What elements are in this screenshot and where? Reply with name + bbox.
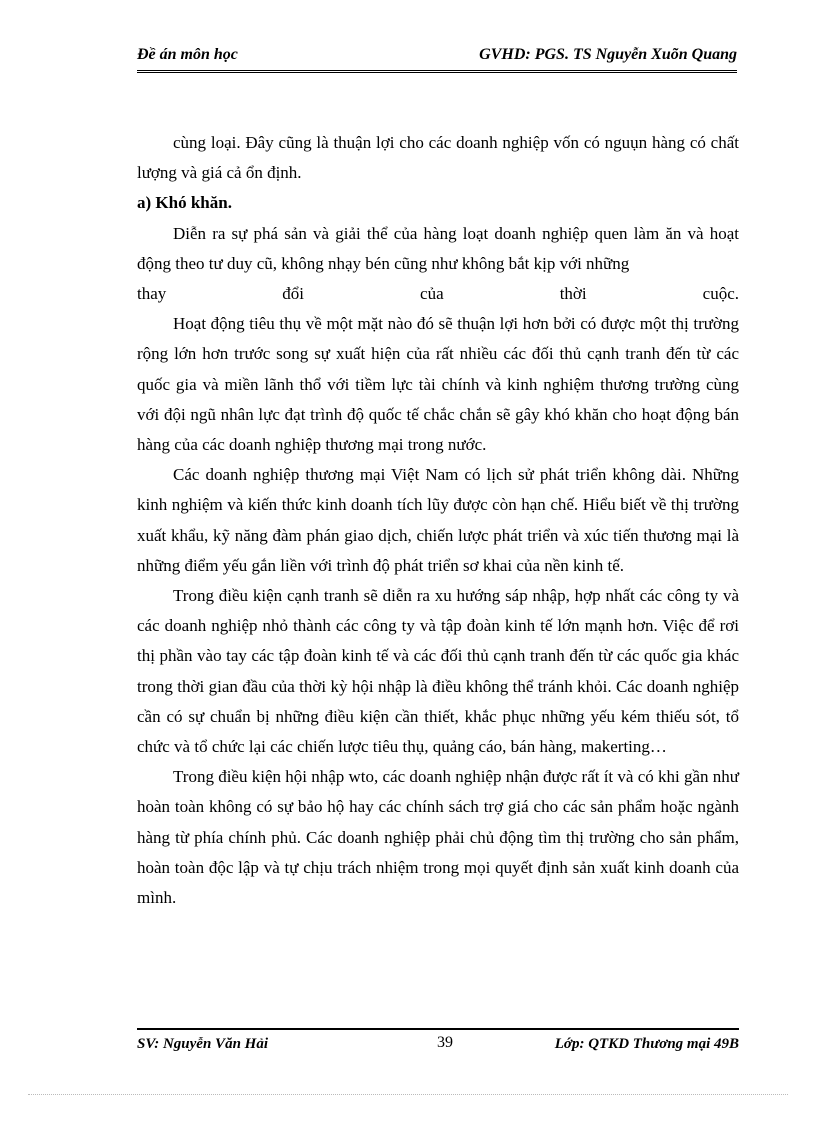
- header-course-title: Đề án môn học: [137, 46, 238, 63]
- paragraph-2-last-line: thay đổi của thời cuộc.: [137, 284, 739, 304]
- page-footer: [137, 1034, 739, 1058]
- paragraph-2: [137, 219, 739, 279]
- paragraph-6: Trong điều kiện hội nhập wto, các doanh nghiệp nhận được rất ít và có khi gần như hoàn toàn không có sự bảo hộ hay các chính sách trợ giá cho các sản phẩm hoặc ngành hàng từ phía chính phủ. Các doanh nghiệp phải chủ động tìm thị trường cho sản phẩm, hoàn toàn độc lập và tự chịu trách nhiệm trong mọi quyết định sản xuất kinh doanh của mình.: [137, 767, 739, 908]
- footer-class: Lớp: QTKD Thương mại 49B: [554, 1036, 739, 1052]
- paragraph-4: Các doanh nghiệp thương mại Việt Nam có lịch sử phát triển không dài. Những kinh nghiệm và kiến thức kinh doanh tích lũy được còn hạn chế. Hiểu biết về thị trường xuất khẩu, kỹ năng đàm phán giao dịch, chiến lược phát triển và xúc tiến thương mại là những điểm yếu gắn liền với trình độ phát triển sơ khai của nền kinh tế.: [137, 465, 739, 575]
- paragraph-5: Trong điều kiện cạnh tranh sẽ diễn ra xu hướng sáp nhập, hợp nhất các công ty và các doanh nghiệp nhỏ thành các công ty và tập đoàn kinh tế lớn mạnh hơn. Việc để rơi thị phần vào tay các tập đoàn kinh tế và các đối thủ cạnh tranh đến từ các quốc gia khác trong thời gian đầu của thời kỳ hội nhập là điều không thể tránh khỏi. Các doanh nghiệp cần có sự chuẩn bị những điều kiện cần thiết, khắc phục những yếu kém thiếu sót, tổ chức và tổ chức lại các chiến lược tiêu thụ, quảng cáo, bán hàng, makerting…: [137, 586, 739, 757]
- header-supervisor: GVHD: PGS. TS Nguyễn Xuõn Quang: [479, 46, 737, 63]
- page-number: 39: [437, 1034, 453, 1051]
- paragraph-2-main: Diễn ra sự phá sản và giải thể của hàng loạt doanh nghiệp quen làm ăn và hoạt động theo tư duy cũ, không nhạy bén cũng như không bắt kịp với những: [137, 223, 739, 273]
- paragraph-3: Hoạt động tiêu thụ về một mặt nào đó sẽ thuận lợi hơn bởi có được một thị trường rộng lớn hơn trước song sự xuất hiện của rất nhiều các đối thủ cạnh tranh đến từ các quốc gia và miền lãnh thổ với tiềm lực tài chính và kinh nghiệm thương trường cùng với đội ngũ nhân lực đạt trình độ quốc tế chắc chắn sẽ gây khó khăn cho hoạt động bán hàng của các doanh nghiệp thương mại trong nước.: [137, 314, 739, 455]
- document-body: [137, 128, 739, 913]
- paragraph-1: cùng loại. Đây cũng là thuận lợi cho các doanh nghiệp vốn có nguụn hàng có chất lượng và giá cả ổn định.: [137, 133, 739, 183]
- footer-student-name: SV: Nguyễn Văn Hải: [137, 1036, 268, 1052]
- page-edge-divider: [28, 1094, 788, 1095]
- page-header: [137, 44, 737, 73]
- section-heading-difficulties: a) Khó khăn.: [137, 193, 232, 213]
- footer-divider: [137, 1028, 739, 1030]
